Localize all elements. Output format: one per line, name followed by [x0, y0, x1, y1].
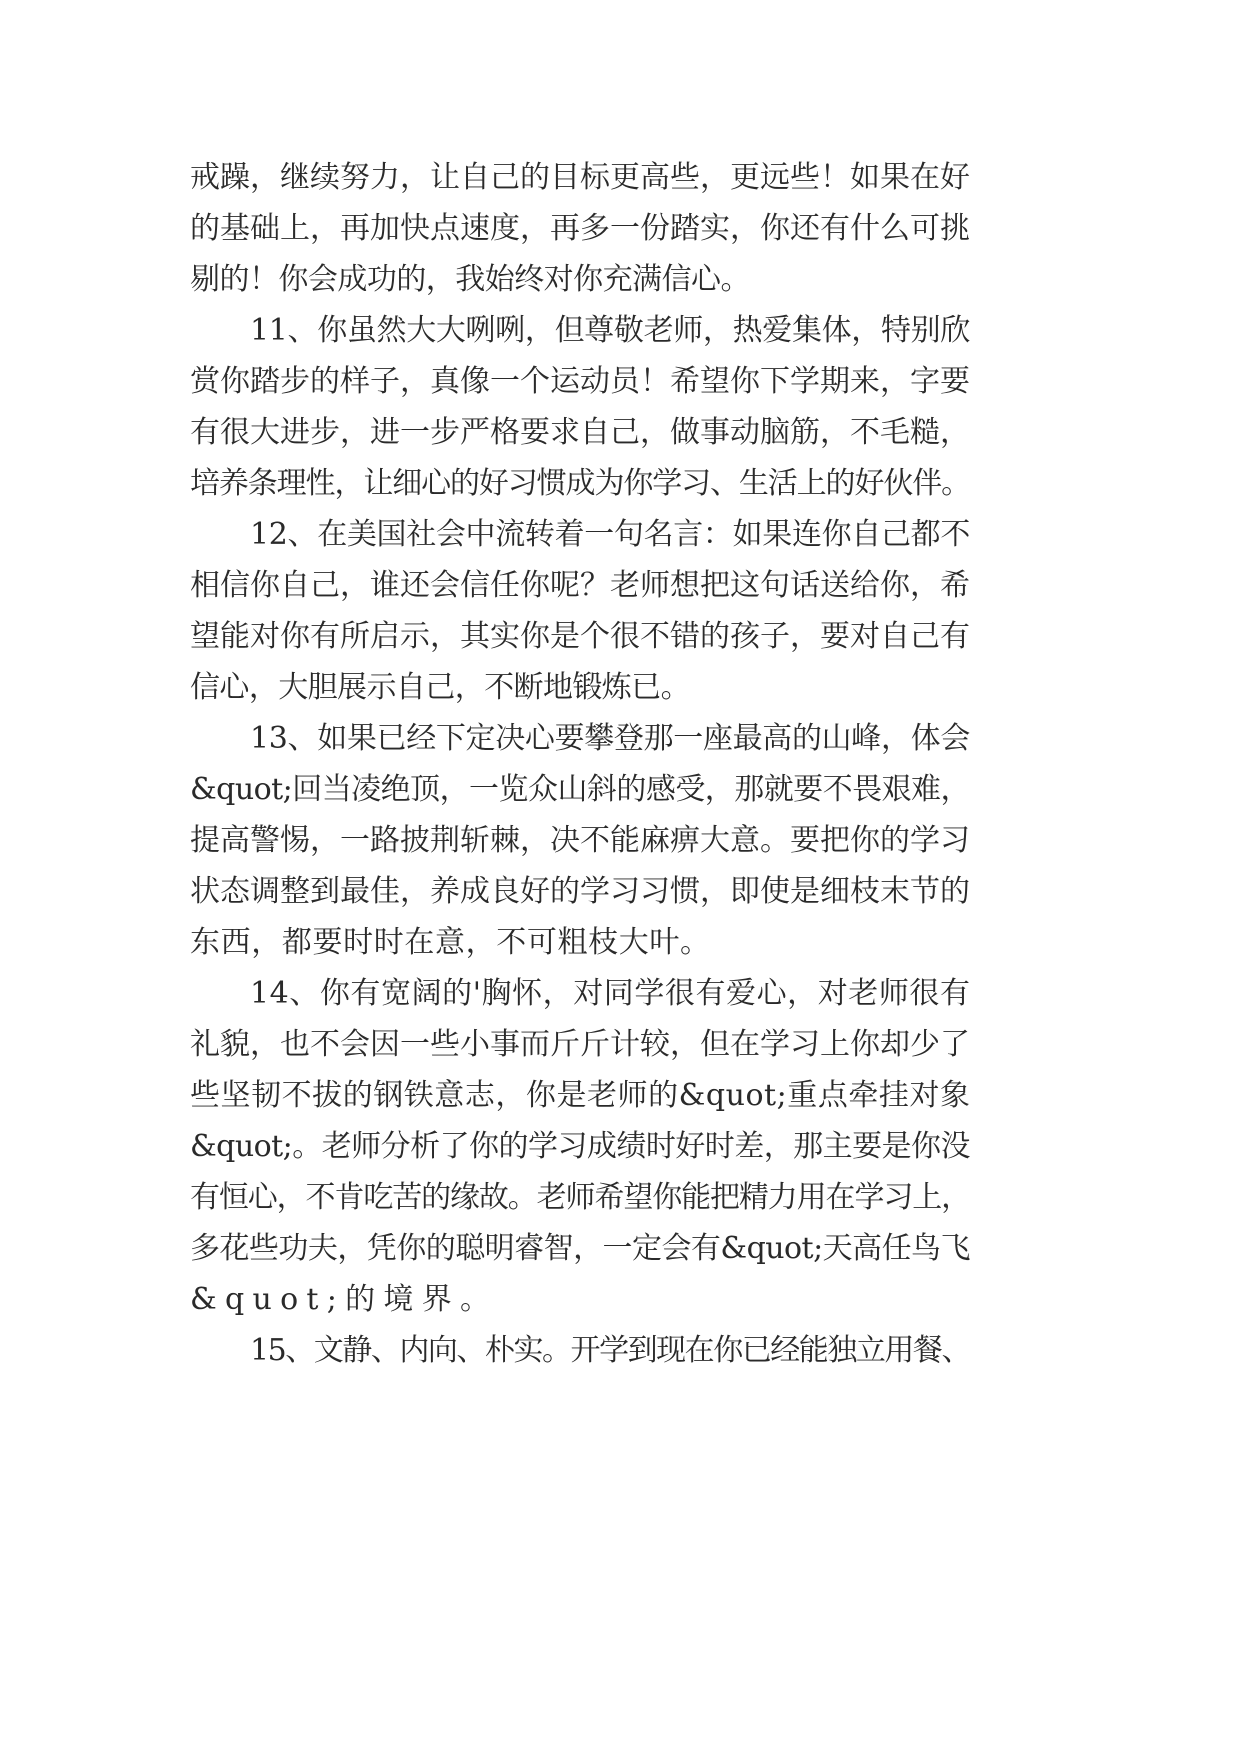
text-line: 多花些功夫，凭你的聪明睿智，一定会有&quot;天高任鸟飞	[190, 1231, 970, 1266]
text-line: &quot;。老师分析了你的学习成绩时好时差，那主要是你没	[190, 1129, 970, 1164]
text-line: 培养条理性，让细心的好习惯成为你学习、生活上的好伙伴。	[190, 466, 970, 501]
text-line: 有很大进步，进一步严格要求自己，做事动脑筋，不毛糙，	[190, 415, 970, 450]
text-line: 的基础上，再加快点速度，再多一份踏实，你还有什么可挑	[190, 211, 970, 246]
paragraph-14-start: 14、你有宽阔的'胸怀，对同学很有爱心，对老师很有	[250, 976, 971, 1011]
text-line: 状态调整到最佳，养成良好的学习习惯，即使是细枝末节的	[190, 874, 970, 909]
text-line: 相信你自己，谁还会信任你呢？老师想把这句话送给你，希	[190, 568, 970, 603]
paragraph-13-start: 13、如果已经下定决心要攀登那一座最高的山峰，体会	[250, 721, 970, 756]
paragraph-11-start: 11、你虽然大大咧咧，但尊敬老师，热爱集体，特别欣	[250, 313, 970, 348]
text-line: 赏你踏步的样子，真像一个运动员！希望你下学期来，字要	[190, 364, 970, 399]
text-line: 礼貌，也不会因一些小事而斤斤计较，但在学习上你却少了	[190, 1027, 970, 1062]
paragraph-12-start: 12、在美国社会中流转着一句名言：如果连你自己都不	[250, 517, 970, 552]
text-line: &quot;的境界。	[190, 1282, 499, 1317]
text-line: 有恒心，不肯吃苦的缘故。老师希望你能把精力用在学习上，	[190, 1180, 970, 1215]
text-line: 东西，都要时时在意，不可粗枝大叶。	[190, 925, 711, 960]
text-line: &quot;回当凌绝顶，一览众山斜的感受，那就要不畏艰难，	[190, 772, 970, 807]
text-line: 望能对你有所启示，其实你是个很不错的孩子，要对自己有	[190, 619, 970, 654]
text-line: 些坚韧不拔的钢铁意志，你是老师的&quot;重点牵挂对象	[190, 1078, 971, 1113]
text-line: 提高警惕，一路披荆斩棘，决不能麻痹大意。要把你的学习	[190, 823, 970, 858]
text-line: 信心，大胆展示自己，不断地锻炼已。	[190, 670, 690, 705]
paragraph-15-start: 15、文静、内向、朴实。开学到现在你已经能独立用餐、	[250, 1333, 970, 1368]
text-line: 剔的！你会成功的，我始终对你充满信心。	[190, 262, 750, 297]
text-line: 戒躁，继续努力，让自己的目标更高些，更远些！如果在好	[190, 160, 970, 195]
